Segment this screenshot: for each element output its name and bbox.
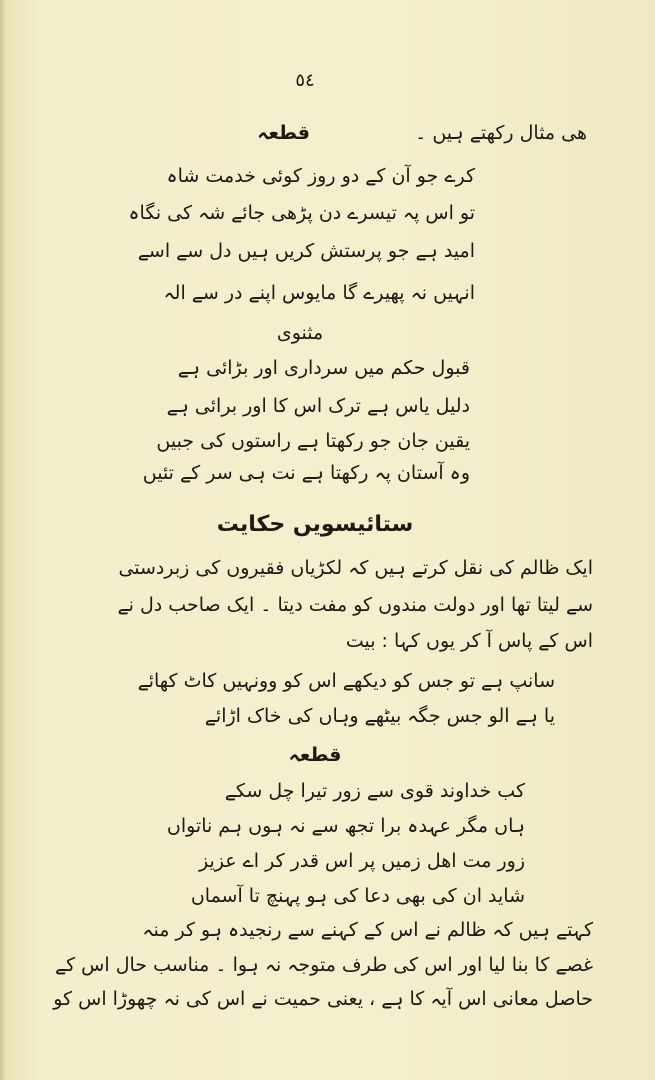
prose-1-line-2: سے لیتا تھا اور دولت مندوں کو مفت دیتا ۔ ایک صاحب دل نے [117, 594, 593, 616]
masnavi-line-1: قبول حکم میں سرداری اور بڑائی ہے [177, 357, 470, 379]
prose-1-line-1: ایک ظالم کی نقل کرتے ہیں کہ لکڑیاں فقیروں کی زبردستی [118, 557, 593, 579]
masnavi-line-3: یقین جان جو رکھتا ہے راستوں کی جبیں [156, 430, 470, 452]
qita-1-line-2: تو اس پہ تیسرے دن پڑھی جائے شہ کی نگاہ [128, 202, 475, 224]
qita-2-line-3: زور مت اھل زمیں پر اس قدر کر اے عزیز [199, 850, 525, 872]
qita-1-line-4: انہیں نہ پھیرے گا مایوس اپنے در سے الہ [163, 282, 475, 304]
page-spine-shadow [0, 0, 6, 1080]
page-number: ٥٤ [295, 70, 315, 91]
qita-1-line-1: کرے جو آن کے دو روز کوئی خدمت شاہ [166, 165, 475, 187]
masnavi-line-2: دلیل یاس ہے ترک اس کا اور برائی ہے [166, 395, 470, 417]
prose-2-line-1: کہتے ہیں کہ ظالم نے اس کے کہنے سے رنجیدہ ہو کر منہ [142, 919, 593, 941]
hikayat-title: ستائیسویں حکایت [216, 512, 414, 537]
masnavi-line-4: وہ آستان پہ رکھتا ہے نت ہی سر کے تئیں [142, 462, 470, 484]
masnavi-label: مثنوی [276, 322, 324, 344]
prose-2-line-3: حاصل معانی اس آیہ کا ہے ، یعنی حمیت نے اس کی نہ چھوڑا اس کو [53, 988, 593, 1010]
qita-2-line-1: کب خداوند قوی سے زور تیرا چل سکے [224, 780, 525, 802]
qita-2-line-2: ہاں مگر عہدہ برا تجھ سے نہ ہوں ہم ناتواں [166, 815, 525, 837]
prose-2-line-2: غصے کا بنا لیا اور اس کی طرف متوجہ نہ ہوا ۔ مناسب حال اس کے [54, 954, 593, 976]
qita-2-line-4: شاید ان کی بھی دعا کی ہو پہنچ تا آسماں [190, 885, 525, 907]
top-line-text: هی مثال رکھتے ہیں ۔ [415, 122, 587, 144]
qita-1-line-3: امید ہے جو پرستش کریں ہیں دل سے اسے [137, 240, 475, 262]
qita-label-1: قطعہ [257, 122, 310, 144]
qita-label-2: قطعہ [288, 744, 342, 766]
bait-line-2: یا ہے الو جس جگہ بیٹھے وہاں کی خاک اڑائے [204, 705, 555, 727]
bait-line-1: سانپ ہے تو جس کو دیکھے اس کو وونہیں کاٹ کھائے [137, 670, 555, 692]
prose-1-line-3: اس کے پاس آ کر یوں کہا : بیت [345, 630, 593, 652]
